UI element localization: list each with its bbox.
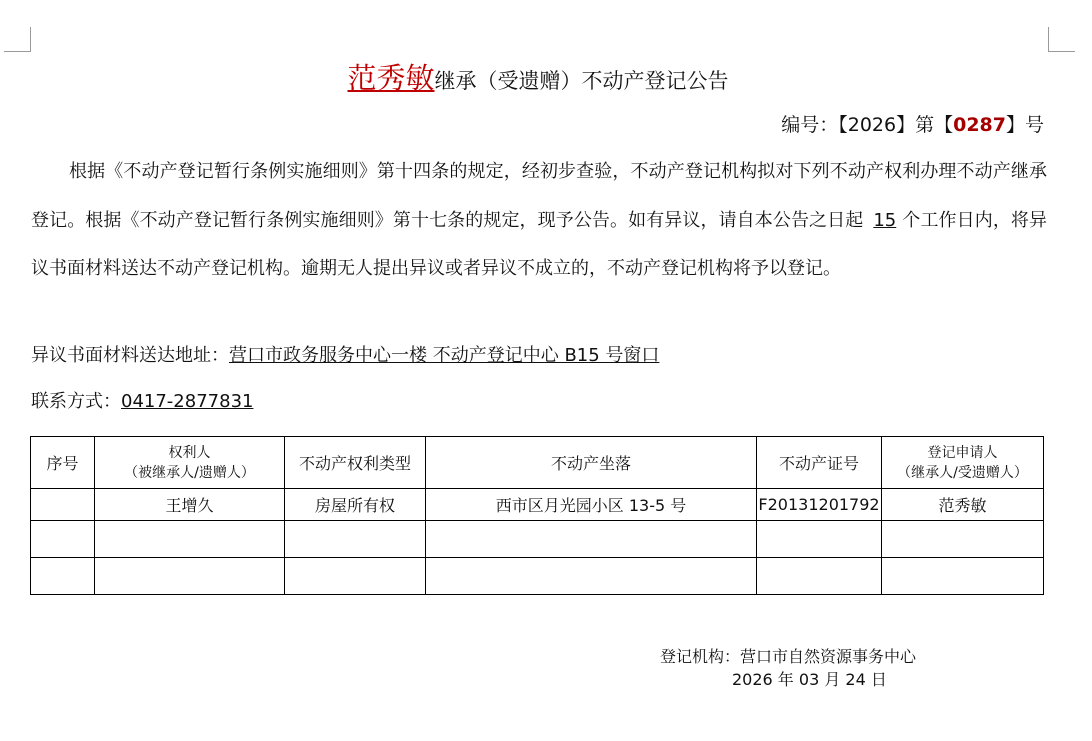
document-number [781, 110, 1044, 137]
table-header-row [31, 437, 1044, 489]
empty-cell [882, 558, 1044, 595]
cell-type: 房屋所有权 [285, 489, 426, 521]
cell-seq [31, 489, 95, 521]
title-rest: 继承（受遗赠）不动产登记公告 [434, 69, 729, 93]
empty-cell [426, 521, 757, 558]
empty-cell [31, 558, 95, 595]
table-row-empty [31, 521, 1044, 558]
doc-number-prefix: 编号：【2026】第【 [781, 114, 954, 136]
table-row-empty [31, 558, 1044, 595]
table-row [31, 489, 1044, 521]
header-holder-sub: （被继承人/遗赠人） [124, 464, 255, 481]
empty-cell [426, 558, 757, 595]
cell-location: 西市区月光园小区 13-5 号 [426, 489, 757, 521]
header-seq: 序号 [31, 437, 95, 489]
header-location: 不动产坐落 [426, 437, 757, 489]
empty-cell [95, 521, 285, 558]
empty-cell [285, 558, 426, 595]
header-cert: 不动产证号 [757, 437, 882, 489]
cell-cert: F20131201792 [757, 489, 882, 521]
body-text-part2: 个工作日内，将异议书面材料送达不动产登记机构。逾期无人提出异议或者异议不成立的，不动产登记机构将予以登记。 [31, 209, 1048, 279]
cell-holder: 王增久 [95, 489, 285, 521]
page-corner-mark-right [1048, 27, 1075, 52]
contact-label: 联系方式： [31, 391, 121, 412]
cell-applicant: 范秀敏 [882, 489, 1044, 521]
doc-number-suffix: 】号 [1005, 114, 1044, 136]
body-text-part1: 根据《不动产登记暂行条例实施细则》第十四条的规定，经初步查验，不动产登记机构拟对下列不动产权利办理不动产继承登记。根据《不动产登记暂行条例实施细则》第十七条的规定，现予公告。如有异议，请自本公告之日起 [31, 161, 1047, 231]
header-holder-title: 权利人 [168, 444, 211, 461]
announcement-body [31, 148, 1047, 294]
header-type: 不动产权利类型 [285, 437, 426, 489]
doc-number-value: 0287 [953, 114, 1006, 136]
page-corner-mark-left [4, 27, 31, 52]
header-applicant-sub: （继承人/受遗赠人） [897, 464, 1028, 481]
header-applicant-title: 登记申请人 [927, 444, 998, 461]
title-name: 范秀敏 [347, 61, 435, 95]
address-value: 营口市政务服务中心一楼 不动产登记中心 B15 号窗口 [229, 345, 660, 366]
empty-cell [95, 558, 285, 595]
objection-days: 15 [873, 209, 897, 231]
contact-value: 0417-2877831 [121, 391, 254, 412]
page-title [0, 56, 1076, 97]
empty-cell [757, 521, 882, 558]
contact-line [31, 387, 253, 413]
header-holder [95, 437, 285, 489]
empty-cell [882, 521, 1044, 558]
header-applicant [882, 437, 1044, 489]
empty-cell [757, 558, 882, 595]
registration-authority: 登记机构：营口市自然资源事务中心 [660, 647, 917, 666]
property-table [30, 436, 1044, 595]
empty-cell [31, 521, 95, 558]
announcement-date: 2026 年 03 月 24 日 [732, 670, 887, 689]
objection-address-line [31, 341, 659, 367]
empty-cell [285, 521, 426, 558]
address-label: 异议书面材料送达地址： [31, 345, 229, 366]
